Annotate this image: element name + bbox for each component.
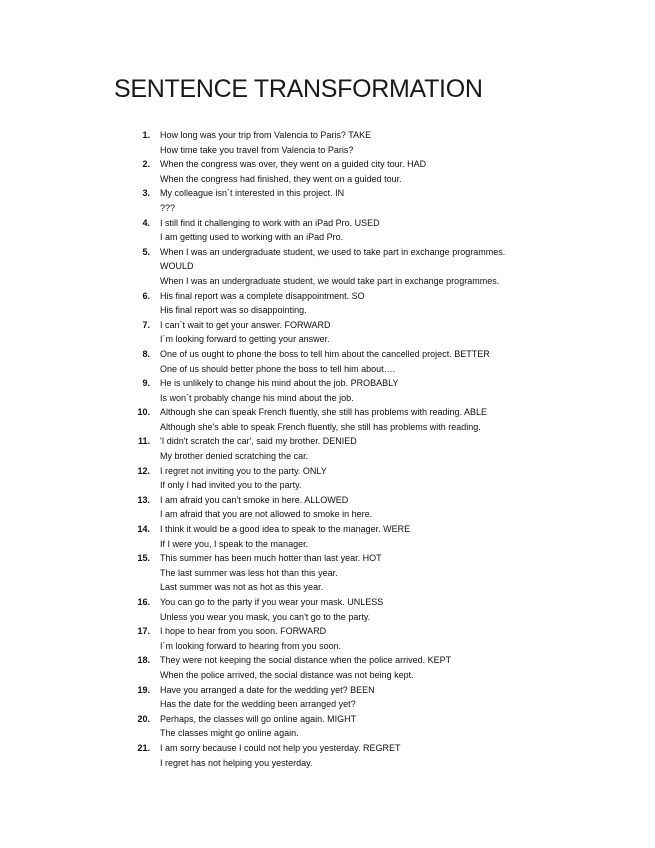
item-answer: Last summer was not as hot as this year. <box>160 582 324 593</box>
exercise-item <box>124 289 624 318</box>
item-number: 13. <box>137 494 150 505</box>
item-prompt: I regret not inviting you to the party. ONLY <box>160 465 327 476</box>
item-content <box>160 128 624 157</box>
exercise-item <box>124 157 624 186</box>
exercise-item <box>124 741 624 770</box>
item-answer: One of us should better phone the boss to tell him about…. <box>160 363 396 374</box>
item-content <box>160 712 624 741</box>
item-prompt: I am afraid you can't smoke in here. ALLOWED <box>160 494 349 505</box>
item-content <box>160 493 624 522</box>
item-number: 11. <box>137 436 150 447</box>
exercise-item <box>124 712 624 741</box>
item-number: 14. <box>137 524 150 535</box>
item-content <box>160 376 624 405</box>
item-content <box>160 318 624 347</box>
exercise-item <box>124 245 624 289</box>
item-answer: I am afraid that you are not allowed to smoke in here. <box>160 509 373 520</box>
item-number: 16. <box>137 597 150 607</box>
page-title: SENTENCE TRANSFORMATION <box>114 75 483 103</box>
item-answer: The classes might go online again. <box>160 728 299 739</box>
item-answer: I´m looking forward to hearing from you soon. <box>160 640 342 651</box>
item-prompt: My colleague isn`t interested in this project. IN <box>160 188 345 199</box>
item-number: 3. <box>142 188 150 199</box>
item-answer: ??? <box>160 202 176 213</box>
item-prompt: Perhaps, the classes will go online again. MIGHT <box>160 713 357 724</box>
item-content <box>160 522 624 551</box>
item-prompt: He is unlikely to change his mind about the job. PROBABLY <box>160 378 399 389</box>
item-number: 8. <box>142 348 150 359</box>
item-number: 17. <box>137 626 150 637</box>
item-answer: Has the date for the wedding been arranged yet? <box>160 699 356 710</box>
exercise-item <box>124 683 624 712</box>
item-content <box>160 405 624 434</box>
item-answer: I am getting used to working with an iPad Pro. <box>160 232 344 243</box>
item-answer: Is won´t probably change his mind about the job. <box>160 392 354 403</box>
exercise-item <box>124 595 624 624</box>
item-prompt: Although she can speak French fluently, she still has problems with reading. ABLE <box>160 407 488 418</box>
item-number: 18. <box>137 655 150 666</box>
item-answer: Unless you wear you mask, you can't go to the party. <box>160 611 371 622</box>
item-answer: How time take you travel from Valencia to Paris? <box>160 144 354 155</box>
item-answer: His final report was so disappointing. <box>160 305 307 316</box>
item-prompt: I think it would be a good idea to speak to the manager. WERE <box>160 524 411 535</box>
exercise-item <box>124 434 624 463</box>
item-answer: I´m looking forward to getting your answer. <box>160 334 330 345</box>
exercise-item <box>124 493 624 522</box>
item-prompt: You can go to the party if you wear your mask. UNLESS <box>160 597 384 607</box>
item-answer: When the police arrived, the social distance was not being kept. <box>160 669 414 680</box>
exercise-item <box>124 376 624 405</box>
item-content <box>160 347 624 376</box>
exercise-item <box>124 551 624 595</box>
item-content <box>160 595 624 624</box>
item-prompt: When I was an undergraduate student, we used to take part in exchange programmes. <box>160 246 506 257</box>
item-content <box>160 624 624 653</box>
item-answer: Although she's able to speak French fluently, she still has problems with reading. <box>160 421 481 432</box>
item-answer: When I was an undergraduate student, we would take part in exchange programmes. <box>160 275 500 286</box>
item-number: 19. <box>137 684 150 695</box>
item-number: 21. <box>137 742 150 753</box>
item-prompt: This summer has been much hotter than last year. HOT <box>160 553 382 564</box>
item-answer: WOULD <box>160 261 194 272</box>
item-number: 1. <box>142 130 150 140</box>
item-content <box>160 464 624 493</box>
item-answer: When the congress had finished, they went on a guided tour. <box>160 173 402 184</box>
exercise-item <box>124 653 624 682</box>
item-number: 15. <box>137 553 150 564</box>
exercise-item <box>124 405 624 434</box>
item-content <box>160 551 624 595</box>
item-content <box>160 216 624 245</box>
exercise-item <box>124 186 624 215</box>
exercise-item <box>124 464 624 493</box>
exercise-item <box>124 522 624 551</box>
item-content <box>160 289 624 318</box>
item-prompt: I am sorry because I could not help you yesterday. REGRET <box>160 742 401 753</box>
item-answer: The last summer was less hot than this year. <box>160 567 338 578</box>
item-number: 6. <box>142 290 150 301</box>
item-prompt: I hope to hear from you soon. FORWARD <box>160 626 327 637</box>
exercise-item <box>124 318 624 347</box>
exercise-item <box>124 128 624 157</box>
item-answer: My brother denied scratching the car. <box>160 451 309 462</box>
exercise-item <box>124 347 624 376</box>
item-number: 9. <box>142 378 150 389</box>
item-prompt: They were not keeping the social distance when the police arrived. KEPT <box>160 655 452 666</box>
item-answer: If only I had invited you to the party. <box>160 480 302 491</box>
item-content <box>160 245 624 289</box>
item-number: 7. <box>142 319 150 330</box>
item-prompt: 'I didn't scratch the car', said my brother. DENIED <box>160 436 357 447</box>
item-answer: If I were you, I speak to the manager. <box>160 538 309 549</box>
item-content <box>160 434 624 463</box>
item-prompt: How long was your trip from Valencia to Paris? TAKE <box>160 130 372 140</box>
item-content <box>160 186 624 215</box>
item-content <box>160 653 624 682</box>
item-number: 12. <box>137 465 150 476</box>
item-number: 5. <box>142 246 150 257</box>
item-answer: I regret has not helping you yesterday. <box>160 757 313 768</box>
item-content <box>160 683 624 712</box>
item-prompt: When the congress was over, they went on a guided city tour. HAD <box>160 159 427 170</box>
exercise-item <box>124 624 624 653</box>
exercise-list <box>124 128 624 770</box>
item-prompt: I still find it challenging to work with an iPad Pro. USED <box>160 217 380 228</box>
item-content <box>160 741 624 770</box>
item-content <box>160 157 624 186</box>
item-prompt: Have you arranged a date for the wedding yet? BEEN <box>160 684 375 695</box>
exercise-item <box>124 216 624 245</box>
item-number: 4. <box>142 217 150 228</box>
item-prompt: His final report was a complete disappointment. SO <box>160 290 365 301</box>
item-number: 2. <box>142 159 150 170</box>
item-number: 20. <box>137 713 150 724</box>
item-prompt: I can`t wait to get your answer. FORWARD <box>160 319 331 330</box>
item-number: 10. <box>137 407 150 418</box>
item-prompt: One of us ought to phone the boss to tell him about the cancelled project. BETTER <box>160 348 490 359</box>
